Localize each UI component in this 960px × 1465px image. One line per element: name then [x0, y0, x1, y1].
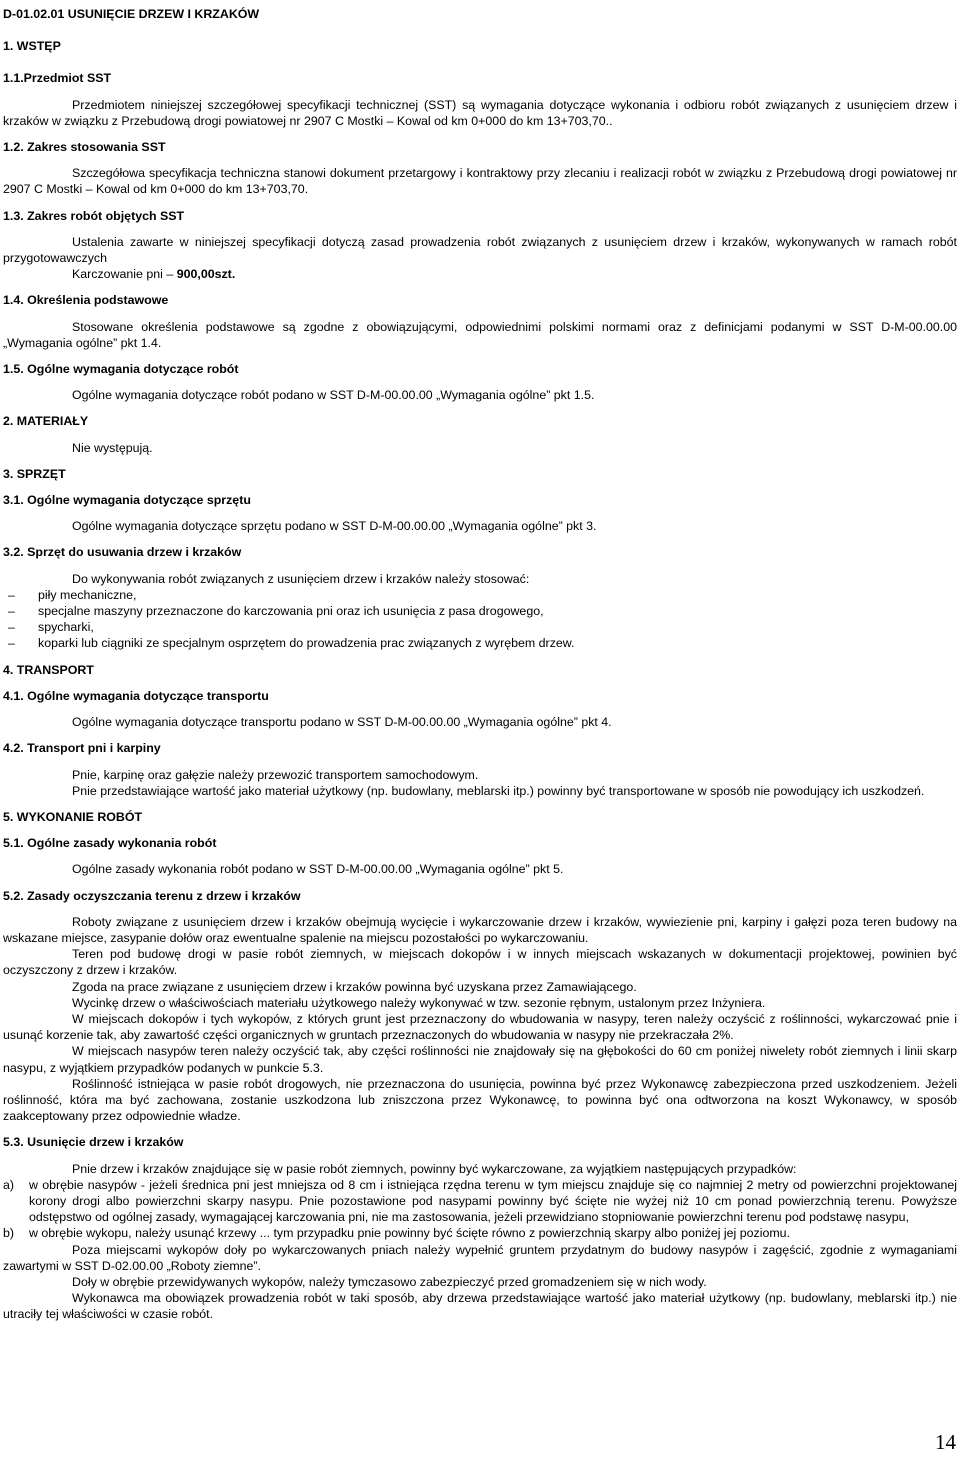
section-5-2-heading: 5.2. Zasady oczyszczania terenu z drzew i krzaków [3, 888, 301, 903]
section-5-2-paragraph: Roślinność istniejąca w pasie robót drogowych, nie przeznaczona do usunięcia, powinna być przez Wykonawcę zabezpieczona przed uszkodzeniem. Jeżeli roślinność, która ma być zachowana, zostanie uszkodzona lub zniszczona przez Wykonawcę, to powinna być ona odtworzona na koszt Wykonawcy, w sposób zaakceptowany przez odpowiednie władze. [3, 1076, 957, 1124]
section-3-1-text: Ogólne wymagania dotyczące sprzętu podano w SST D-M-00.00.00 „Wymagania ogólne” pkt 3. [72, 519, 597, 534]
section-3-2-heading: 3.2. Sprzęt do usuwania drzew i krzaków [3, 545, 242, 560]
quantity-value: 900,00szt. [176, 267, 236, 282]
section-5-2-paragraph: W miejscach dokopów i tych wykopów, z których grunt jest przeznaczony do wbudowania w nasypy, teren należy oczyścić z roślinności, wykarczować pnie i usunąć korzenie tak, aby zawartość części organicznych w gruntach przeznaczonych do wbudowania w nasypy nie przekraczała 2%. [3, 1011, 957, 1043]
exceptions-list [3, 1177, 957, 1242]
section-5-3-paragraph: Doły w obrębie przewidywanych wykopów, należy tymczasowo zabezpieczyć przed gromadzeniem się w nich wody. [72, 1274, 707, 1289]
list-marker: a) [3, 1177, 15, 1192]
list-item: – specjalne maszyny przeznaczone do karczowania pni oraz ich usunięcia z pasa drogowego, [3, 603, 957, 619]
section-5-3-intro: Pnie drzew i krzaków znajdujące się w pasie robót ziemnych, powinny być wykarczowane, za wyjątkiem następujących przypadków: [72, 1161, 797, 1176]
section-5-1-heading: 5.1. Ogólne zasady wykonania robót [3, 836, 217, 851]
section-5-3-heading: 5.3. Usunięcie drzew i krzaków [3, 1135, 184, 1150]
section-1-3-heading: 1.3. Zakres robót objętych SST [3, 208, 185, 223]
list-item [3, 1225, 957, 1241]
document-page [3, 0, 957, 1323]
section-2-text: Nie występują. [72, 440, 153, 455]
section-1-4-text: Stosowane określenia podstawowe są zgodne z obowiązującymi, odpowiednimi polskimi normami oraz z definicjami podanymi w SST D-M-00.00.00 „Wymagania ogólne” pkt 1.4. [3, 319, 957, 350]
section-1-2-heading: 1.2. Zakres stosowania SST [3, 140, 166, 155]
section-4-2-paragraph: Pnie, karpinę oraz gałęzie należy przewozić transportem samochodowym. [72, 767, 479, 782]
section-5-2-paragraph: W miejscach nasypów teren należy oczyścić tak, aby części roślinności nie znajdowały się na głębokości do 60 cm poniżej niwelety robót ziemnych i linii skarp nasypu, z wyjątkiem przypadków podanych w punkcie 5.3. [3, 1044, 957, 1075]
section-5-2-paragraph: Zgoda na prace związane z usunięciem drzew i krzaków powinna być uzyskana przez Zamawiającego. [72, 979, 637, 994]
section-4-1-heading: 4.1. Ogólne wymagania dotyczące transportu [3, 688, 269, 703]
list-item-text: w obrębie nasypów - jeżeli średnica pni jest mniejsza od 8 cm i istniejąca rzędna terenu w tym miejscu znajduje się co najmniej 2 metry od powierzchni projektowanej korony drogi albo powierzchni skarpy nasypu. Pnie pozostawione pod nasypami powinny być ścięte nie wyżej niż 10 cm ponad powierzchnią terenu. Powyższe odstępstwo od ogólnej zasady, wymagającej karczowania pni, nie ma zastosowania, jeżeli przewidziano stopniowanie powierzchni terenu pod podstawę nasypu, [29, 1177, 957, 1225]
section-5-heading: 5. WYKONANIE ROBÓT [3, 809, 143, 824]
section-1-2-text: Szczegółowa specyfikacja techniczna stanowi dokument przetargowy i kontraktowy przy zlecaniu i realizacji robót w związku z Przebudową drogi powiatowej nr 2907 C Mostki – Kowal od km 0+000 do km 13+703,70. [3, 166, 957, 197]
section-4-2-heading: 4.2. Transport pni i karpiny [3, 741, 161, 756]
section-1-1-text: Przedmiotem niniejszej szczegółowej specyfikacji technicznej (SST) są wymagania dotyczące wykonania i odbioru robót związanych z usunięciem drzew i krzaków w związku z Przebudową drogi powiatowej nr 2907 C Mostki – Kowal od km 0+000 do km 13+703,70.. [3, 97, 957, 128]
list-item [3, 1177, 957, 1226]
section-3-1-heading: 3.1. Ogólne wymagania dotyczące sprzętu [3, 493, 251, 508]
section-2-heading: 2. MATERIAŁY [3, 414, 89, 429]
section-1-4-heading: 1.4. Określenia podstawowe [3, 293, 169, 308]
list-item-text: w obrębie wykopu, należy usunąć krzewy ... tym przypadku pnie powinny być ścięte równo z powierzchnią skarpy albo poniżej jej poziomu. [29, 1226, 791, 1241]
section-5-2-paragraph: Wycinkę drzew o właściwościach materiału użytkowego należy wykonywać w tzw. sezonie rębnym, ustalonym przez Inżyniera. [72, 995, 766, 1010]
section-1-heading: 1. WSTĘP [3, 39, 61, 54]
list-marker: b) [3, 1226, 15, 1241]
page-number: 14 [935, 1430, 956, 1454]
section-5-2-paragraph: Roboty związane z usunięciem drzew i krzaków obejmują wycięcie i wykarczowanie drzew i krzaków, wywiezienie pni, karpiny i gałęzi poza teren budowy na wskazane miejsce, zasypanie dołów oraz ewentualne spalenie na miejscu pozostałości po wykarczowaniu. [3, 914, 957, 945]
section-5-1-text: Ogólne zasady wykonania robót podano w SST D-M-00.00.00 „Wymagania ogólne” pkt 5. [72, 862, 564, 877]
list-item: – piły mechaniczne, [3, 587, 957, 603]
section-1-5-heading: 1.5. Ogólne wymagania dotyczące robót [3, 362, 239, 377]
section-5-2-paragraph: Teren pod budowę drogi w pasie robót ziemnych, w miejscach dokopów i w innych miejscach wskazanych w dokumentacji projektowej, powinien być oczyszczony z drzew i krzaków. [3, 947, 957, 978]
quantity-label: Karczowanie pni – [72, 267, 174, 282]
section-4-1-text: Ogólne wymagania dotyczące transportu podano w SST D-M-00.00.00 „Wymagania ogólne” pkt 4. [72, 715, 612, 730]
section-1-5-text: Ogólne wymagania dotyczące robót podano w SST D-M-00.00.00 „Wymagania ogólne” pkt 1.5. [72, 388, 595, 403]
document-title: D-01.02.01 USUNIĘCIE DRZEW I KRZAKÓW [3, 7, 260, 21]
section-4-heading: 4. TRANSPORT [3, 662, 94, 677]
equipment-list [3, 587, 957, 652]
section-3-heading: 3. SPRZĘT [3, 466, 66, 481]
section-5-3-paragraph: Wykonawca ma obowiązek prowadzenia robót w taki sposób, aby drzewa przedstawiające wartość jako materiał użytkowy (np. budowlany, meblarski itp.) nie utraciły tej właściwości w czasie robót. [3, 1291, 957, 1322]
section-3-2-intro: Do wykonywania robót związanych z usunięciem drzew i krzaków należy stosować: [72, 571, 530, 586]
list-item: – spycharki, [3, 619, 957, 635]
section-5-3-paragraph: Poza miejscami wykopów doły po wykarczowanych pniach należy wypełnić gruntem przydatnym do budowy nasypów i zagęścić, zgodnie z wymaganiami zawartymi w SST D-02.00.00 „Roboty ziemne”. [3, 1242, 957, 1273]
section-4-2-paragraph: Pnie przedstawiające wartość jako materiał użytkowy (np. budowlany, meblarski itp.) powinny być transportowane w sposób nie powodujący ich uszkodzeń. [72, 783, 925, 798]
section-1-3-text: Ustalenia zawarte w niniejszej specyfikacji dotyczą zasad prowadzenia robót związanych z usunięciem drzew i krzaków, wykonywanych w ramach robót przygotowawczych [3, 234, 957, 266]
section-1-1-heading: 1.1.Przedmiot SST [3, 71, 112, 86]
section-1-3-quantity-line [3, 266, 957, 282]
list-item: – koparki lub ciągniki ze specjalnym osprzętem do prowadzenia prac związanych z wyrębem drzew. [3, 635, 957, 651]
